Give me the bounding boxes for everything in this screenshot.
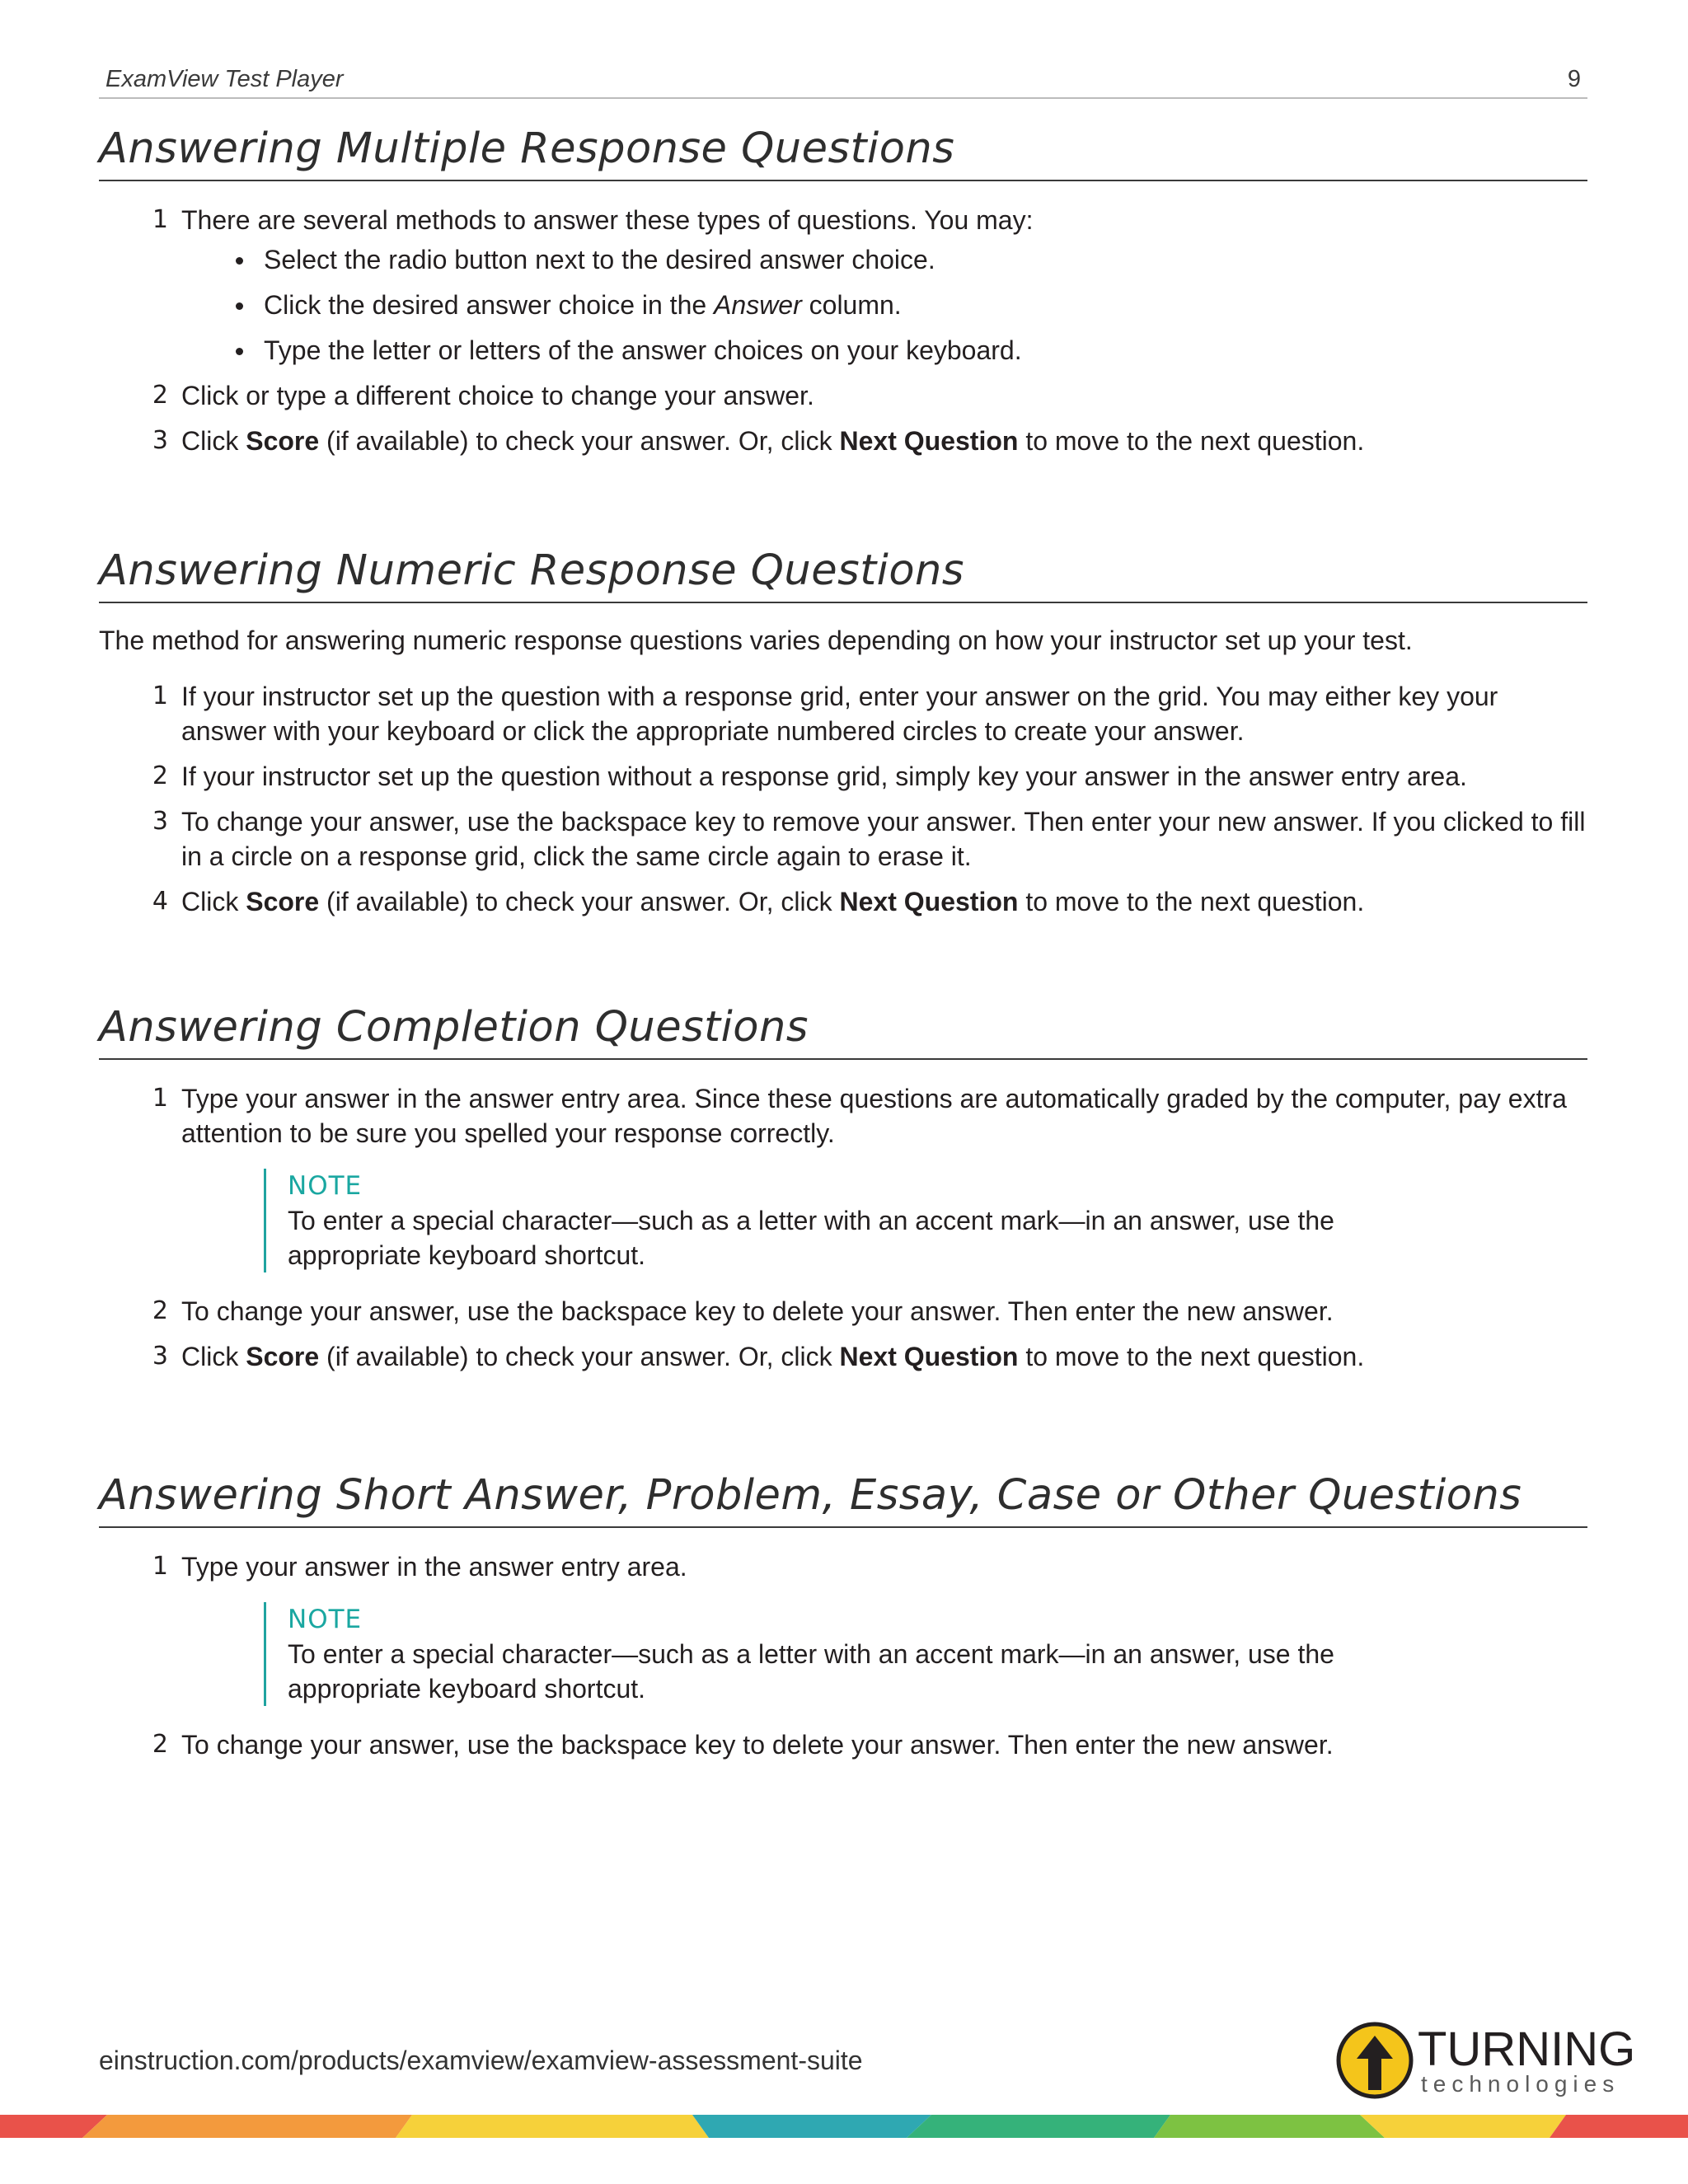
score-label: Score (246, 426, 320, 456)
step-number: 1 (152, 1084, 168, 1113)
step-text: There are several methods to answer these types of questions. You may: (181, 205, 1034, 235)
turning-technologies-logo (1335, 2018, 1640, 2100)
section-multiple-response (99, 122, 1587, 469)
step-item (99, 884, 1587, 919)
section-heading: Answering Numeric Response Questions (99, 544, 1587, 603)
note-label: NOTE (288, 1171, 363, 1201)
bullet-item (181, 242, 1587, 277)
step-text: Type your answer in the answer entry area. (181, 1552, 687, 1582)
step-number: 2 (152, 381, 168, 410)
step-text: To change your answer, use the backspace key to delete your answer. Then enter the new answer. (181, 1730, 1334, 1760)
step-text: If your instructor set up the question with a response grid, enter your answer on the grid. You may either key your answer with your keyboard or click the appropriate numbered circles to create your answer. (181, 682, 1498, 746)
step-item (99, 1339, 1587, 1374)
section-completion (99, 1001, 1587, 1385)
step-item (99, 1294, 1587, 1329)
step-list (99, 1549, 1587, 1762)
note-label: NOTE (288, 1605, 363, 1634)
step-text: (if available) to check your answer. Or, click (319, 887, 840, 916)
step-text: to move to the next question. (1018, 1342, 1365, 1371)
step-item (99, 759, 1587, 794)
section-numeric-response (99, 544, 1587, 930)
bullet-list (181, 242, 1587, 368)
step-text: If your instructor set up the question without a response grid, simply key your answer in the answer entry area. (181, 762, 1467, 791)
bullet-text: column. (801, 290, 902, 320)
step-number: 2 (152, 1296, 168, 1325)
step-text: Type your answer in the answer entry area. Since these questions are automatically graded by the computer, pay extra attention to be sure you spelled your response correctly. (181, 1084, 1567, 1148)
color-stripe-decoration (0, 2115, 1688, 2138)
step-item (99, 1549, 1587, 1706)
step-text: Click or type a different choice to change your answer. (181, 381, 814, 410)
bullet-text: Click the desired answer choice in the (264, 290, 715, 320)
step-number: 1 (152, 205, 168, 234)
score-label: Score (246, 1342, 320, 1371)
step-text: (if available) to check your answer. Or, click (319, 426, 840, 456)
section-heading: Answering Multiple Response Questions (99, 122, 1587, 181)
step-item (99, 378, 1587, 413)
step-number: 1 (152, 1552, 168, 1581)
step-text: To change your answer, use the backspace key to delete your answer. Then enter the new answer. (181, 1296, 1334, 1326)
step-number: 2 (152, 762, 168, 790)
step-list (99, 203, 1587, 458)
step-item (99, 1727, 1587, 1762)
bullet-item (181, 333, 1587, 368)
step-text: Click (181, 887, 246, 916)
step-list (99, 1081, 1587, 1374)
step-item (99, 203, 1587, 368)
step-number: 1 (152, 682, 168, 710)
section-intro: The method for answering numeric response questions varies depending on how your instructor set up your test. (99, 626, 1413, 655)
emphasis-text: Answer (714, 290, 802, 320)
step-number: 3 (152, 426, 168, 455)
step-text: (if available) to check your answer. Or, click (319, 1342, 840, 1371)
score-label: Score (246, 887, 320, 916)
step-number: 4 (152, 887, 168, 916)
step-item (99, 679, 1587, 748)
note-text: To enter a special character—such as a letter with an accent mark—in an answer, use the appropriate keyboard shortcut. (288, 1639, 1334, 1704)
logo-wordmark: TURNING (1418, 2022, 1636, 2076)
step-text: To change your answer, use the backspace key to remove your answer. Then enter your new answer. If you clicked to fill in a circle on a response grid, click the same circle again to erase it. (181, 807, 1586, 871)
step-text: to move to the next question. (1018, 426, 1365, 456)
section-heading: Answering Completion Questions (99, 1001, 1587, 1060)
section-short-answer (99, 1469, 1587, 1773)
step-item (99, 804, 1587, 874)
note-callout (264, 1602, 1376, 1706)
step-list (99, 679, 1587, 919)
logo-subtitle: technologies (1421, 2071, 1620, 2097)
next-question-label: Next Question (839, 426, 1019, 456)
next-question-label: Next Question (839, 1342, 1019, 1371)
bullet-text: Type the letter or letters of the answer choices on your keyboard. (264, 335, 1022, 365)
step-item (99, 424, 1587, 458)
step-text: Click (181, 426, 246, 456)
running-header (99, 66, 1587, 99)
next-question-label: Next Question (839, 887, 1019, 916)
section-heading: Answering Short Answer, Problem, Essay, Case or Other Questions (99, 1469, 1587, 1528)
footer-url-link[interactable]: einstruction.com/products/examview/examview-assessment-suite (99, 2046, 863, 2075)
note-text: To enter a special character—such as a letter with an accent mark—in an answer, use the appropriate keyboard shortcut. (288, 1206, 1334, 1270)
page-number: 9 (1567, 66, 1581, 92)
step-number: 2 (152, 1730, 168, 1759)
note-callout (264, 1169, 1376, 1272)
step-text: Click (181, 1342, 246, 1371)
bullet-item (181, 288, 1587, 322)
step-text: to move to the next question. (1018, 887, 1365, 916)
document-title: ExamView Test Player (106, 66, 344, 92)
step-number: 3 (152, 1342, 168, 1371)
bullet-text: Select the radio button next to the desired answer choice. (264, 245, 935, 274)
step-number: 3 (152, 807, 168, 836)
step-item (99, 1081, 1587, 1272)
